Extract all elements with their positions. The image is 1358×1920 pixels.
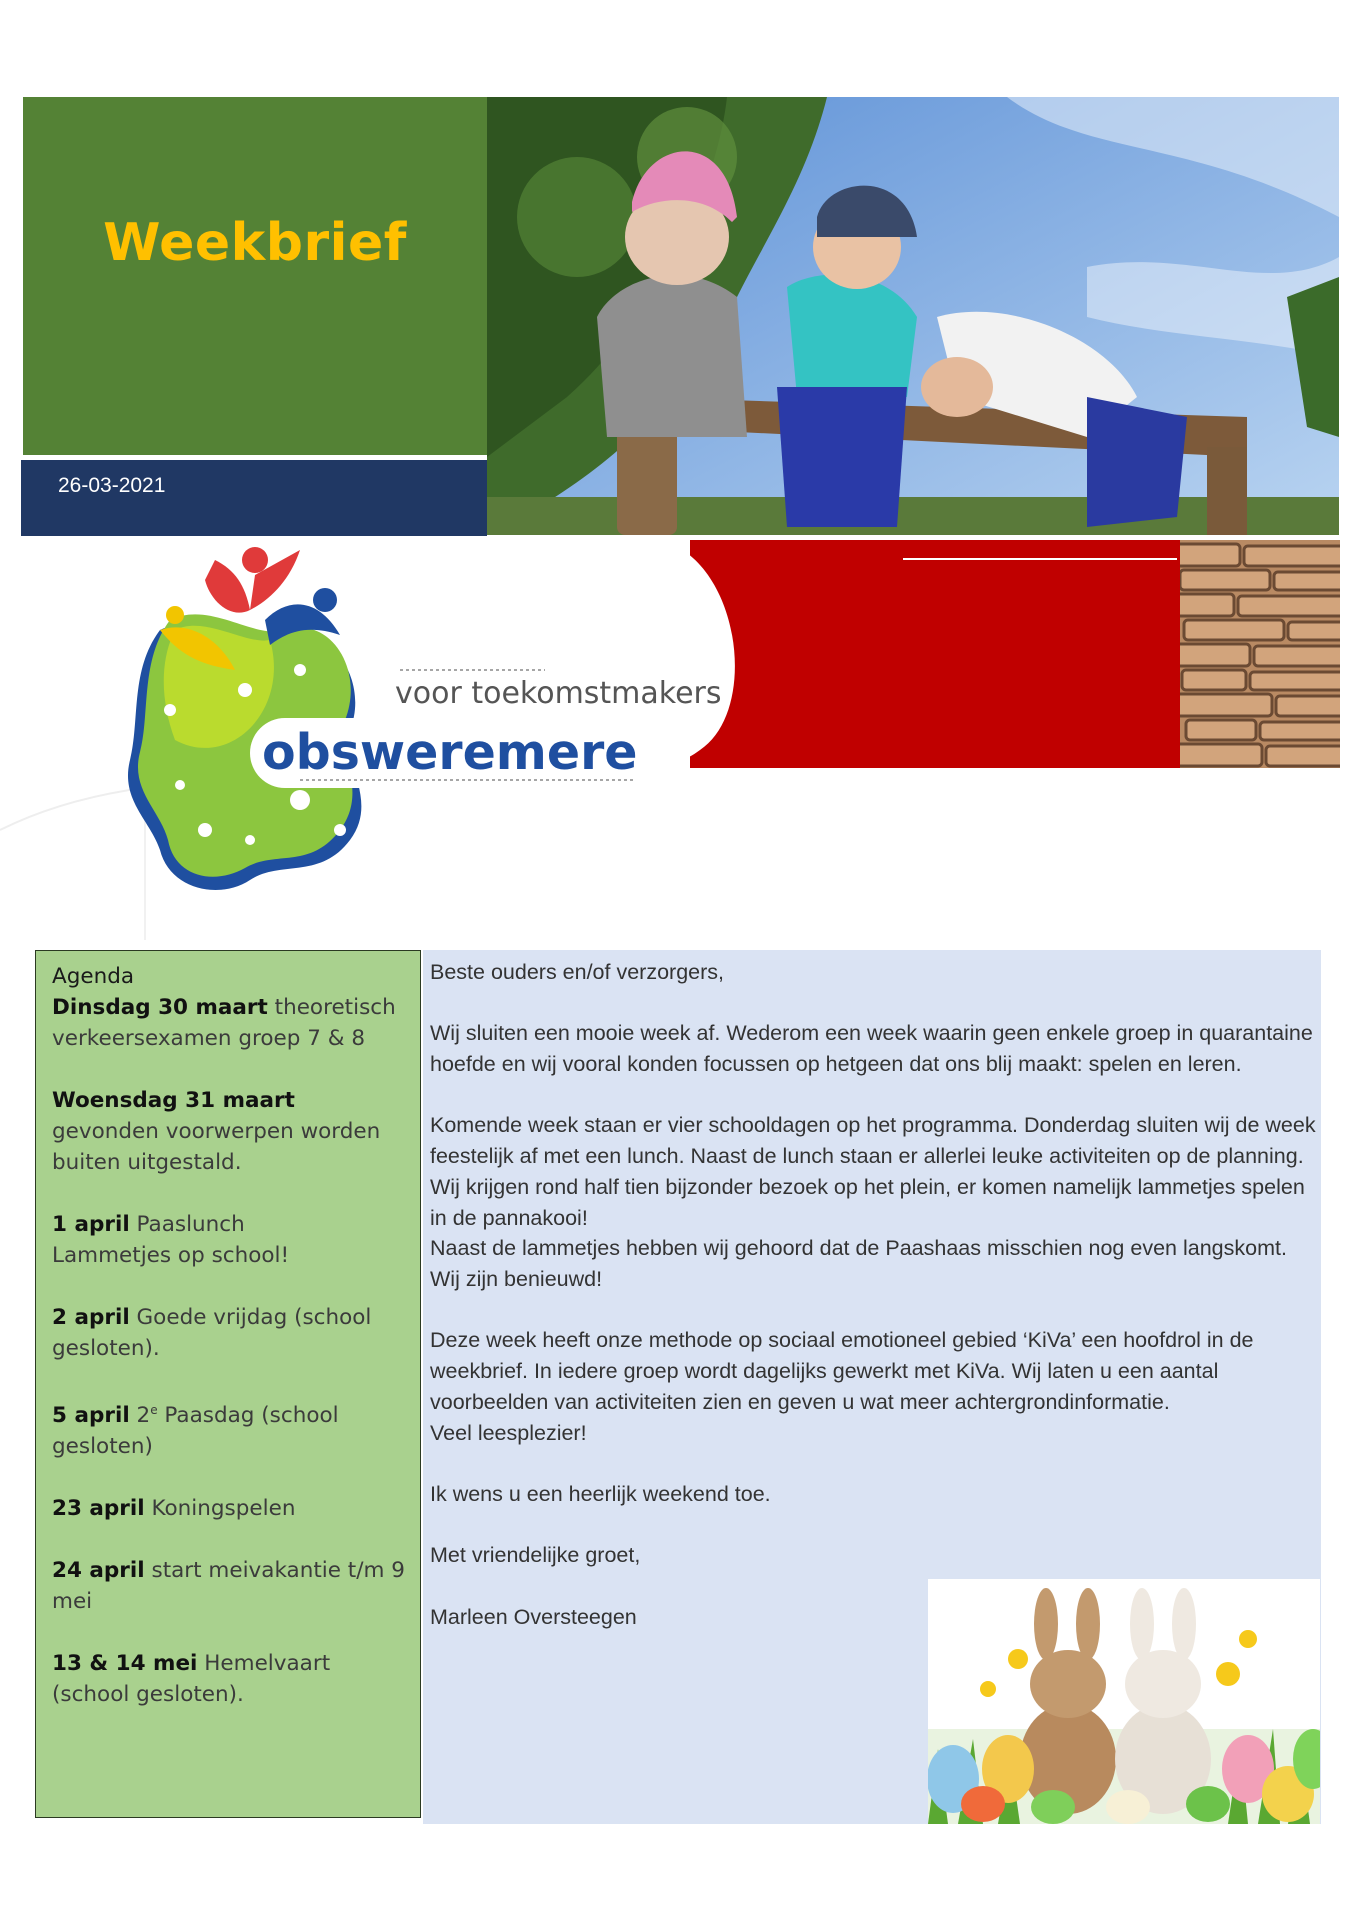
agenda-item — [52, 1209, 406, 1271]
letter-greeting: Beste ouders en/of verzorgers, — [430, 960, 724, 984]
superscript: e — [150, 1403, 158, 1417]
divider-line — [903, 558, 1177, 560]
agenda-item — [52, 1085, 406, 1178]
agenda-item-text: Paasdag (school gesloten) — [52, 1403, 339, 1460]
school-logo — [0, 540, 740, 940]
letter-signature: Marleen Oversteegen — [430, 1604, 637, 1629]
red-band — [690, 540, 1180, 768]
letter-paragraph: Ik wens u een heerlijk weekend toe. — [430, 1481, 771, 1506]
easter-bunnies-image — [928, 1579, 1320, 1824]
logo-name: obsweremere — [262, 724, 638, 781]
agenda-item-text: 2 — [129, 1403, 151, 1429]
agenda-item-date: 23 april — [52, 1496, 145, 1522]
agenda-item-date: 24 april — [52, 1558, 145, 1584]
letter-paragraph: Wij sluiten een mooie week af. Wederom een week waarin geen enkele groep in quarantaine hoefde en wij vooral konden focussen op hetgeen dat ons blij maakt: spelen en leren. — [430, 1021, 1313, 1077]
header-green-block — [23, 97, 487, 455]
agenda-item-text: gevonden voorwerpen worden buiten uitgestald. — [52, 1119, 381, 1175]
letter-paragraph: Komende week staan er vier schooldagen op het programma. Donderdag sluiten wij de week feestelijk af met een lunch. Naast de lunch staan er allerlei leuke activiteiten op de planning. Wij krijgen rond half tien bijzonder bezoek op het plein, er komen namelijk lammetjes spelen in de pannakooi! Naast de lammetjes hebben wij gehoord dat de Paashaas misschien nog even langskomt. Wij zijn benieuwd! — [430, 1113, 1316, 1291]
agenda-item-date: 1 april — [52, 1212, 130, 1237]
page-title: Weekbrief — [103, 213, 407, 273]
date-bar — [21, 460, 487, 536]
agenda-item-date: Dinsdag 30 maart — [52, 995, 268, 1020]
logo-tagline: voor toekomstmakers — [395, 676, 722, 711]
agenda-item-text: Koningspelen — [144, 1496, 296, 1522]
agenda-box — [35, 950, 421, 1818]
agenda-item — [52, 1302, 406, 1364]
agenda-item-text: Goede vrijdag (school gesloten). — [52, 1305, 372, 1361]
agenda-item-date: Woensdag 31 maart — [52, 1088, 295, 1113]
agenda-heading: Agenda — [52, 964, 135, 989]
agenda-item — [52, 992, 406, 1054]
agenda-item — [52, 1648, 406, 1710]
children-playground-image — [487, 97, 1339, 535]
letter-body — [430, 957, 1320, 1663]
header-photo — [487, 97, 1339, 535]
agenda-item-text: theoretisch verkeersexamen groep 7 & 8 — [52, 995, 396, 1051]
agenda-item-date: 13 & 14 mei — [52, 1651, 198, 1677]
agenda-item — [52, 1493, 406, 1524]
agenda-item-date: 2 april — [52, 1305, 130, 1330]
agenda-item-date: 5 april — [52, 1403, 130, 1429]
agenda-item-text: Hemelvaart (school gesloten). — [52, 1651, 331, 1708]
agenda-item-text: Paaslunch — [129, 1212, 245, 1237]
letter-paragraph: Deze week heeft onze methode op sociaal emotioneel gebied ‘KiVa’ een hoofdrol in de weekbrief. In iedere groep wordt dagelijks gewerkt met KiVa. Wij laten u een aantal voorbeelden van activiteiten zien en geven u wat meer achtergrondinformatie. Veel leesplezier! — [430, 1328, 1254, 1445]
agenda-item-text: start meivakantie t/m 9 mei — [52, 1558, 405, 1615]
issue-date: 26-03-2021 — [58, 474, 166, 497]
agenda-item-text: Lammetjes op school! — [52, 1243, 290, 1268]
stone-wall-image — [1180, 540, 1340, 768]
agenda-item — [52, 1555, 406, 1617]
letter-closing: Met vriendelijke groet, — [430, 1543, 641, 1568]
agenda-item — [52, 1395, 406, 1462]
